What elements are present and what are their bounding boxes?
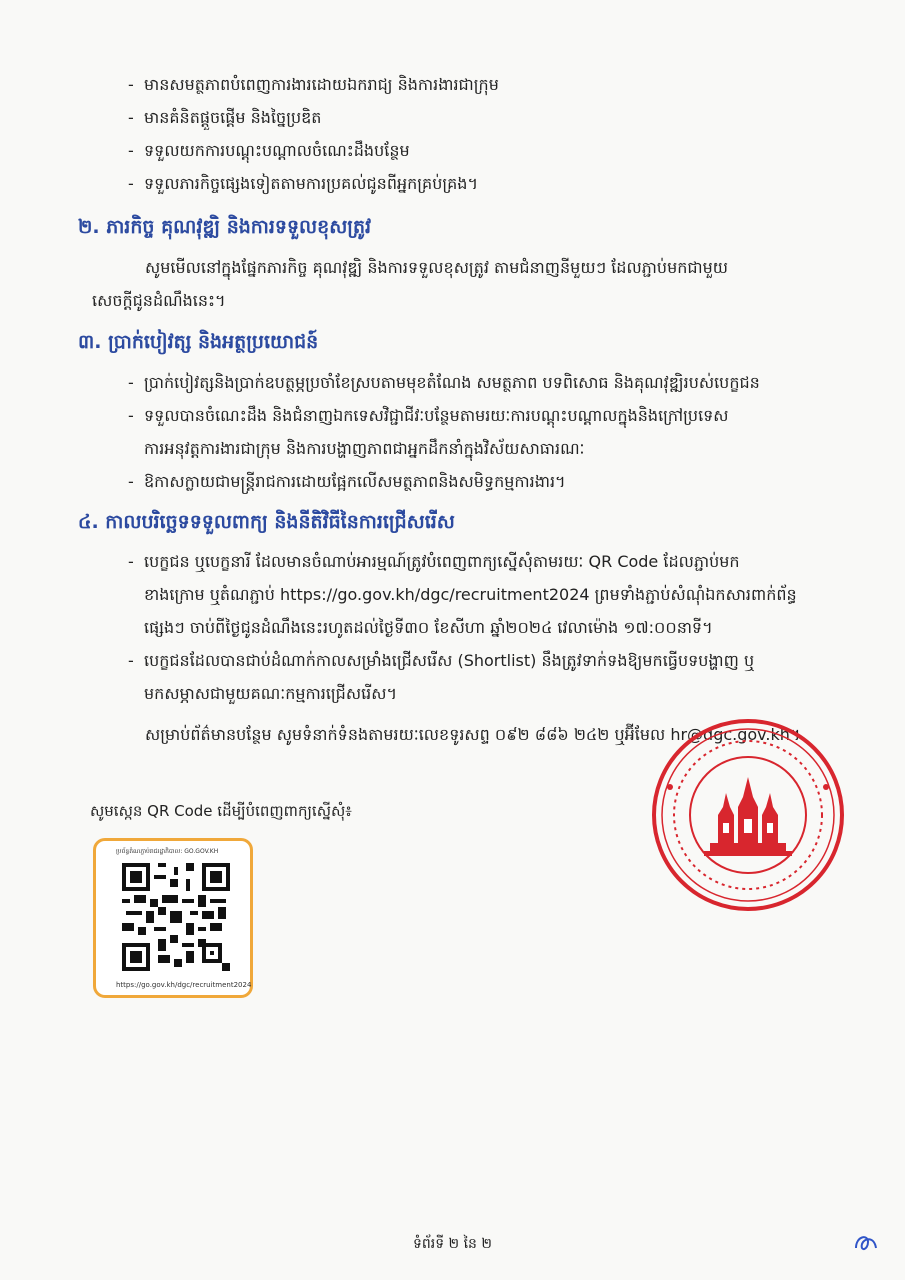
- section4-heading: ៤. កាលបរិច្ឆេទទទួលពាក្យ និងនីតិវិធីនៃការជ្រើសរើស: [78, 511, 455, 533]
- list-item-continuation: ផ្សេងៗ ចាប់ពីថ្ងៃជូនដំណឹងនេះរហូតដល់ថ្ងៃទី៣០ ខែសីហា ឆ្នាំ២០២៤ វេលាម៉ោង ១៧:០០នាទី។: [144, 618, 713, 637]
- list-item: - ប្រាក់បៀវត្សនិងប្រាក់ឧបត្ថម្ភប្រចាំខែស្របតាមមុខតំណែង សមត្ថភាព បទពិសោធ និងគុណវុឌ្ឍិរបស់បេក្ខជន: [128, 373, 760, 392]
- qr-code-icon[interactable]: [122, 863, 230, 971]
- handwritten-initials: [852, 1228, 880, 1262]
- list-item: - ឱកាសក្លាយជាមន្ត្រីរាជការដោយផ្អែកលើសមត្ថភាពនិងសមិទ្ធកម្មការងារ។: [128, 472, 566, 491]
- qr-scan-label: សូមស្កេន QR Code ដើម្បីបំពេញពាក្យស្នើសុំ៖: [90, 802, 352, 820]
- list-item: - ទទួលបានចំណេះដឹង និងជំនាញឯកទេសវិជ្ជាជីវៈបន្ថែមតាមរយៈការបណ្តុះបណ្តាលក្នុងនិងក្រៅប្រទេស: [128, 406, 729, 425]
- list-item: - មានសមត្ថភាពបំពេញការងារដោយឯករាជ្យ និងការងារជាក្រុម: [128, 75, 499, 94]
- official-seal-icon: [648, 715, 848, 915]
- list-item: - មានគំនិតផ្តួចផ្តើម និងច្នៃប្រឌិត: [128, 108, 322, 127]
- list-item: - ទទួលយកការបណ្តុះបណ្តាលចំណេះដឹងបន្ថែម: [128, 141, 410, 160]
- qr-code-card[interactable]: [93, 838, 253, 998]
- section2-paragraph-line2: សេចក្តីជូនដំណឹងនេះ។: [92, 291, 226, 310]
- list-item-continuation: មកសម្ភាសជាមួយគណៈកម្មការជ្រើសរើស។: [144, 684, 398, 703]
- page-number: ទំព័រទី ២ នៃ ២: [413, 1236, 492, 1252]
- section3-bullet-list: [128, 366, 760, 498]
- section2-heading: ២. ភារកិច្ច គុណវុឌ្ឍិ និងការទទួលខុសត្រូវ: [78, 216, 372, 238]
- contact-line: សម្រាប់ព័ត៌មានបន្ថែម សូមទំនាក់ទំនងតាមរយៈលេខទូរសព្ទ ០៩២ ៨៨៦ ២៤២ ឬអ៊ីមែល hr@dgc.gov.kh។: [145, 725, 801, 744]
- section3-heading: ៣. ប្រាក់បៀវត្ស និងអត្ថប្រយោជន៍: [78, 331, 319, 353]
- qr-card-url[interactable]: https://go.gov.kh/dgc/recruitment2024: [116, 981, 252, 989]
- list-item: - បេក្ខជន ឬបេក្ខនារី ដែលមានចំណាប់អារម្មណ៍ត្រូវបំពេញពាក្យស្នើសុំតាមរយៈ QR Code ដែលភ្ជាប់មក: [128, 552, 740, 571]
- list-item: - ទទួលភារកិច្ចផ្សេងទៀតតាមការប្រគល់ជូនពីអ្នកគ្រប់គ្រង។: [128, 174, 478, 193]
- section4-bullet-list: [128, 545, 797, 710]
- list-item-continuation: ខាងក្រោម ឬតំណភ្ជាប់ https://go.gov.kh/dgc/recruitment2024 ព្រមទាំងភ្ជាប់សំណុំឯកសារពាក់ព័ន្ធ: [144, 585, 797, 604]
- list-item-continuation: ការអនុវត្តការងារជាក្រុម និងការបង្ហាញភាពជាអ្នកដឹកនាំក្នុងវិស័យសាធារណៈ: [144, 439, 585, 458]
- section1-bullet-list: [128, 68, 499, 200]
- section2-paragraph-line1: សូមមើលនៅក្នុងផ្នែកភារកិច្ច គុណវុឌ្ឍិ និងការទទួលខុសត្រូវ តាមជំនាញនីមួយៗ ដែលភ្ជាប់មកជាមួយ: [145, 258, 728, 277]
- qr-card-header: ប្រព័ន្ធតំណភ្ជាប់រាជរដ្ឋាភិបាល: GO.GOV.KH: [116, 848, 219, 855]
- list-item: - បេក្ខជនដែលបានជាប់ដំណាក់កាលសម្រាំងជ្រើសរើស (Shortlist) នឹងត្រូវទាក់ទងឱ្យមកធ្វើបទបង្ហាញ ឬ: [128, 651, 755, 670]
